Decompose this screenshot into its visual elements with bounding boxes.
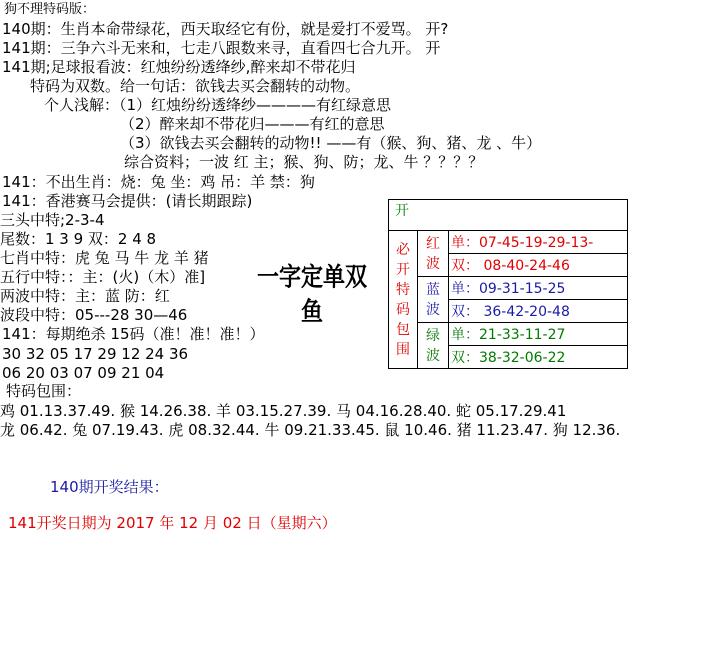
page-title: 狗不理特码版： bbox=[4, 2, 96, 17]
line-141-riddle: 141期：三争六斗无来和，七走八跟数来寻，直看四七合九开。 开 bbox=[2, 39, 441, 57]
line-two-waves: 两波中特：主：蓝 防：红 bbox=[0, 287, 170, 305]
line-tema-hint: 特码为双数。给一句话：欲钱去买会翻转的动物。 bbox=[30, 77, 361, 95]
wave-green-label: 绿波 bbox=[418, 323, 449, 369]
wave-blue-odd: 单：09-31-15-25 bbox=[449, 277, 628, 300]
line-five-elements: 五行中特：：主：(火)（木）准] bbox=[0, 268, 206, 286]
wave-green-odd: 单：21-33-11-27 bbox=[449, 323, 628, 346]
line-numbers-2: 06 20 03 07 09 21 04 bbox=[2, 364, 165, 382]
line-interpretation-3: （3）欲钱去买会翻转的动物!! ——有（猴、狗、猪、龙 、牛） bbox=[120, 134, 542, 152]
line-zodiac-numbers-2: 龙 06.42. 兔 07.19.43. 虎 08.32.44. 牛 09.21.33.45. 鼠 10.46. 猪 11.23.47. 狗 12.36. bbox=[0, 421, 621, 439]
banner-line-1: 一字定单双 bbox=[256, 263, 367, 293]
wave-red-label: 红波 bbox=[418, 231, 449, 277]
wave-red-even: 双： 08-40-24-46 bbox=[449, 254, 628, 277]
wave-green-even: 双：38-32-06-22 bbox=[449, 346, 628, 369]
line-kill-numbers: 141：每期绝杀 15码（准！准！准！） bbox=[2, 325, 265, 343]
wave-red-odd: 单：07-45-19-29-13- bbox=[449, 231, 628, 254]
line-interpretation-2: （2）醉来却不带花归———有红的意思 bbox=[120, 115, 385, 133]
line-numbers-1: 30 32 05 17 29 12 24 36 bbox=[2, 345, 189, 363]
line-wave-segment: 波段中特：05---28 30—46 bbox=[0, 306, 188, 324]
line-140-riddle: 140期：生肖本命带绿花，西天取经它有份，就是爱打不爱骂。 开? bbox=[2, 20, 449, 38]
line-interpretation-1: 个人浅解：（1）红烛纷纷透绛纱————有红绿意思 bbox=[44, 96, 392, 114]
line-141-football: 141期;足球报看波：红烛纷纷透绛纱,醉来却不带花归 bbox=[2, 58, 356, 76]
line-zodiac-numbers-1: 鸡 01.13.37.49. 猴 14.26.38. 羊 03.15.27.39. 马 04.16.28.40. 蛇 05.17.29.41 bbox=[0, 402, 567, 420]
wave-table-header: 开 bbox=[389, 200, 628, 231]
wave-blue-label: 蓝波 bbox=[418, 277, 449, 323]
wave-blue-even: 双： 36-42-20-48 bbox=[449, 300, 628, 323]
line-draw-date-141: 141开奖日期为 2017 年 12 月 02 日（星期六） bbox=[8, 514, 337, 532]
line-result-140: 140期开奖结果： bbox=[50, 478, 169, 496]
single-double-banner bbox=[252, 262, 372, 331]
line-summary: 综合资料；一波 红 主；猴、狗、防；龙、牛 ？？？？ bbox=[124, 153, 484, 171]
wave-table bbox=[388, 199, 628, 369]
line-surround-title: 特码包围： bbox=[6, 382, 82, 400]
line-hk-jockey: 141：香港赛马会提供：(请长期跟踪) bbox=[2, 192, 253, 210]
line-excluded-zodiac: 141：不出生肖：烧：兔 坐：鸡 吊：羊 禁：狗 bbox=[2, 173, 315, 191]
wave-table-side-label: 必开特码包围 bbox=[389, 231, 418, 369]
banner-line-2: 鱼 bbox=[300, 298, 323, 328]
line-head-digits: 三头中特;2-3-4 bbox=[0, 211, 105, 229]
line-tail-digits: 尾数：1 3 9 双：2 4 8 bbox=[0, 230, 157, 248]
line-seven-zodiac: 七肖中特：虎 兔 马 牛 龙 羊 猪 bbox=[0, 249, 209, 267]
